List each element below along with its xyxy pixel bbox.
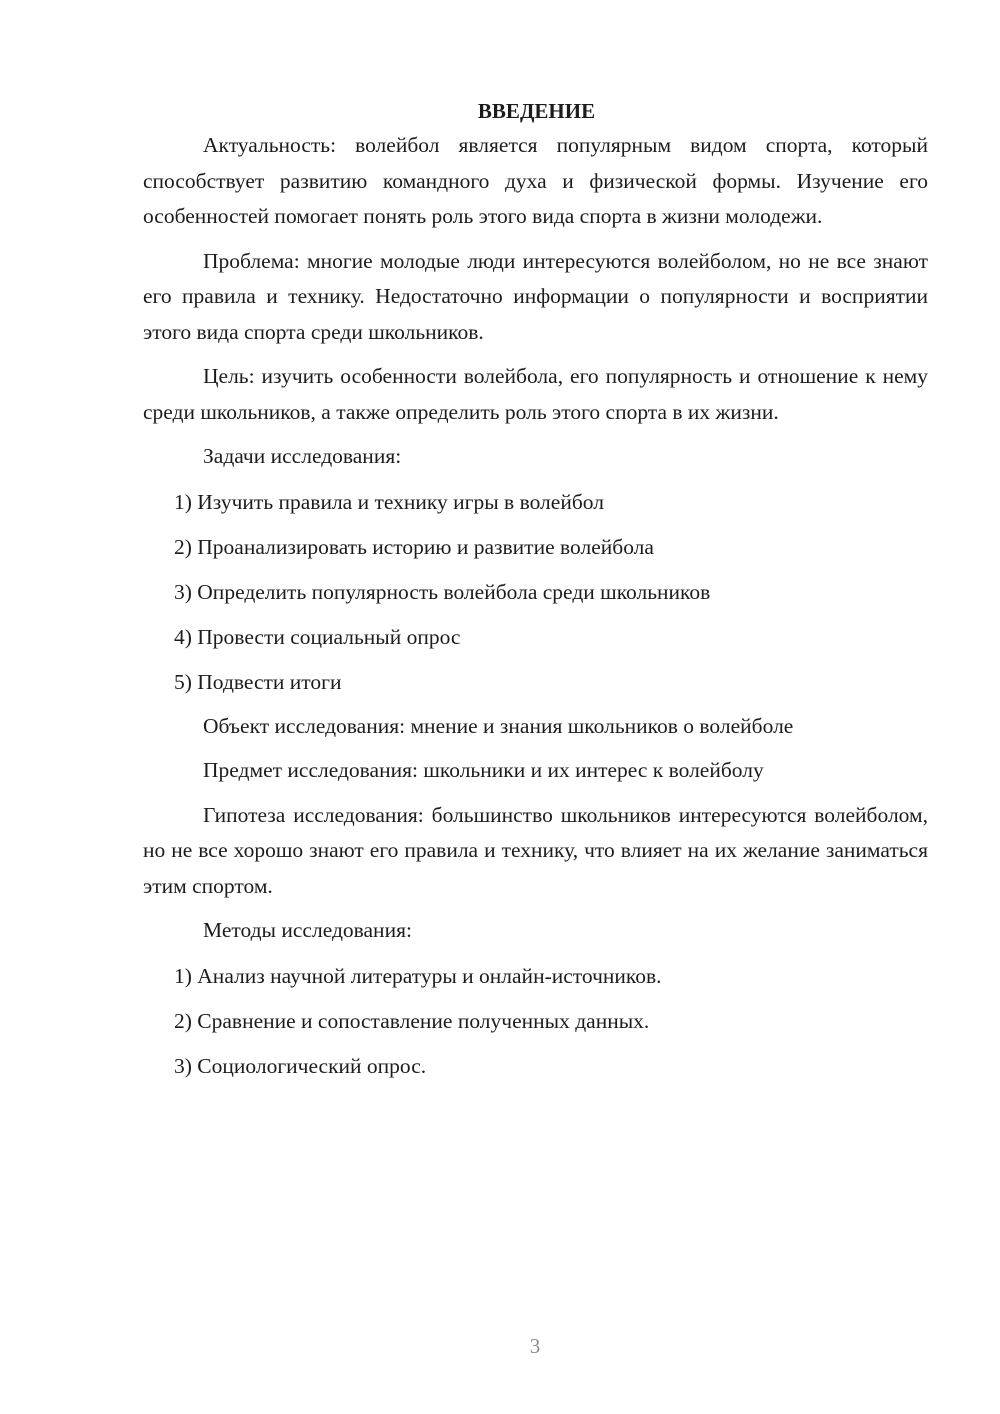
task-item: 4) Провести социальный опрос bbox=[174, 624, 461, 649]
relevance-paragraph: Актуальность: волейбол является популярным видом спорта, который способствует развитию командного духа и физической формы. Изучение его особенностей помогает понять роль этого вида спорта в жизни молодежи. bbox=[143, 133, 928, 228]
research-object: Объект исследования: мнение и знания школьников о волейболе bbox=[203, 713, 794, 738]
method-item: 1) Анализ научной литературы и онлайн-источников. bbox=[174, 963, 662, 988]
section-heading: ВВЕДЕНИЕ bbox=[477, 99, 596, 123]
document-page bbox=[143, 94, 928, 1084]
tasks-label: Задачи исследования: bbox=[203, 444, 402, 468]
research-subject: Предмет исследования: школьники и их интерес к волейболу bbox=[203, 758, 764, 782]
method-item: 2) Сравнение и сопоставление полученных данных. bbox=[174, 1008, 650, 1033]
tasks-list bbox=[143, 484, 928, 700]
methods-label: Методы исследования: bbox=[203, 918, 412, 942]
methods-list bbox=[143, 958, 928, 1084]
problem-paragraph: Проблема: многие молодые люди интересуются волейболом, но не все знают его правила и технику. Недостаточно информации о популярности и восприятии этого вида спорта среди школьников. bbox=[143, 248, 928, 344]
task-item: 1) Изучить правила и технику игры в волейбол bbox=[174, 489, 604, 514]
goal-paragraph: Цель: изучить особенности волейбола, его популярность и отношение к нему среди школьников, а также определить роль этого спорта в их жизни. bbox=[143, 364, 928, 424]
task-item: 5) Подвести итоги bbox=[174, 669, 342, 694]
page-number: 3 bbox=[529, 1334, 541, 1358]
task-item: 2) Проанализировать историю и развитие волейбола bbox=[174, 534, 654, 559]
method-item: 3) Социологический опрос. bbox=[174, 1053, 427, 1078]
hypothesis-paragraph: Гипотеза исследования: большинство школьников интересуются волейболом, но не все хорошо знают его правила и технику, что влияет на их желание заниматься этим спортом. bbox=[143, 802, 928, 898]
task-item: 3) Определить популярность волейбола среди школьников bbox=[174, 579, 711, 604]
